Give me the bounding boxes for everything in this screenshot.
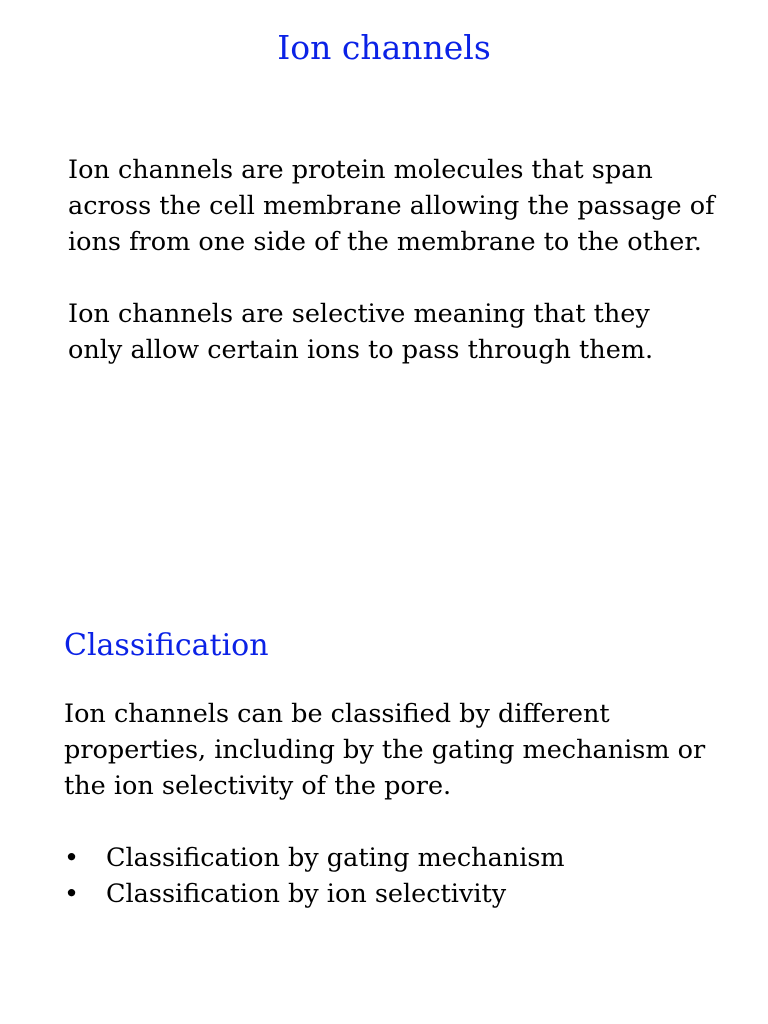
list-item [60, 876, 565, 912]
bullet-icon: • [64, 843, 80, 873]
selectivity-paragraph: Ion channels are selective meaning that they only allow certain ions to pass through them. [68, 299, 654, 365]
classification-heading: Classification [64, 628, 269, 663]
slide-title: Ion channels [277, 28, 491, 67]
list-item-label: Classification by ion selectivity [106, 879, 507, 909]
classification-paragraph: Ion channels can be classified by different properties, including by the gating mechanism or the ion selectivity of the pore. [64, 699, 706, 801]
bullet-icon: • [64, 879, 80, 909]
definition-paragraph: Ion channels are protein molecules that span across the cell membrane allowing the passage of ions from one side of the membrane to the other. [68, 155, 715, 257]
list-item [60, 840, 565, 876]
classification-list [60, 840, 565, 912]
list-item-label: Classification by gating mechanism [106, 843, 565, 873]
